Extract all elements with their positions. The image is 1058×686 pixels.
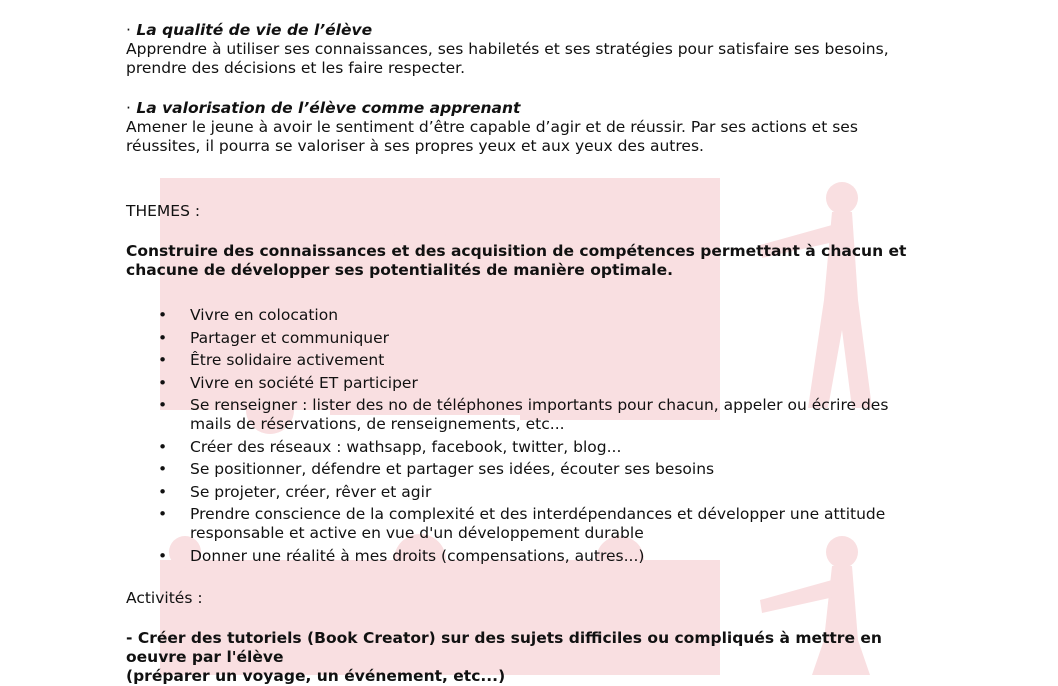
section-text-line: Apprendre à utiliser ses connaissances, ses habiletés et ses stratégies pour satisfaire ses besoins,: [126, 40, 889, 58]
section-heading-text: La valorisation de l’élève comme apprenant: [136, 99, 521, 117]
activities-block: [126, 629, 882, 686]
activities-label: Activités :: [126, 589, 203, 607]
list-item: • Se projeter, créer, rêver et agir: [158, 482, 432, 501]
bullet-icon: •: [158, 351, 168, 369]
bullet-icon: •: [158, 482, 168, 501]
section-heading: [126, 21, 889, 40]
list-item: • Partager et communiquer: [158, 328, 390, 347]
bullet-icon: •: [158, 328, 168, 347]
list-item: • Se renseigner : lister des no de téléphones importants pour chacun, appeler ou écrire des mails de réservations, de renseignements, etc...: [158, 396, 889, 433]
bullet-dot: ·: [126, 21, 131, 39]
section-text-line: Amener le jeune à avoir le sentiment d’être capable d’agir et de réussir. Par ses actions et ses: [126, 118, 858, 136]
section-text-line: prendre des décisions et les faire respecter.: [126, 59, 466, 77]
theme-list: [126, 306, 946, 569]
themes-label: THEMES :: [126, 202, 201, 220]
activity-line: - Créer des tutoriels (Book Creator) sur des sujets difficiles ou compliqués à mettre en: [126, 629, 882, 647]
activity-line: (préparer un voyage, un événement, etc...): [126, 667, 506, 685]
bullet-icon: •: [158, 396, 168, 414]
list-item: • Vivre en société ET participer: [158, 373, 418, 392]
bullet-icon: •: [158, 505, 168, 523]
list-item: • Prendre conscience de la complexité et des interdépendances et développer une attitude responsable et active en vue d'un développement durable: [158, 505, 886, 542]
bullet-icon: •: [158, 437, 168, 456]
bullet-icon: •: [158, 306, 168, 324]
list-item: • Donner une réalité à mes droits (compensations, autres...): [158, 546, 645, 565]
bullet-icon: •: [158, 373, 168, 392]
bullet-icon: •: [158, 546, 168, 565]
section-quality-of-life: [126, 21, 889, 78]
section-text-line: réussites, il pourra se valoriser à ses propres yeux et aux yeux des autres.: [126, 137, 704, 155]
themes-intro: [126, 242, 906, 280]
section-valorisation: [126, 99, 858, 156]
section-heading-text: La qualité de vie de l’élève: [136, 21, 373, 39]
themes-intro-line: chacune de développer ses potentialités de manière optimale.: [126, 261, 674, 279]
section-heading: [126, 99, 858, 118]
activity-line: oeuvre par l'élève: [126, 648, 284, 666]
list-item: • Se positionner, défendre et partager ses idées, écouter ses besoins: [158, 460, 715, 478]
list-item: • Vivre en colocation: [158, 306, 339, 324]
list-item: • Être solidaire activement: [158, 351, 385, 369]
bullet-icon: •: [158, 460, 168, 478]
themes-intro-line: Construire des connaissances et des acquisition de compétences permettant à chacun et: [126, 242, 907, 260]
bullet-dot: ·: [126, 99, 131, 117]
list-item: • Créer des réseaux : wathsapp, facebook, twitter, blog...: [158, 437, 622, 456]
